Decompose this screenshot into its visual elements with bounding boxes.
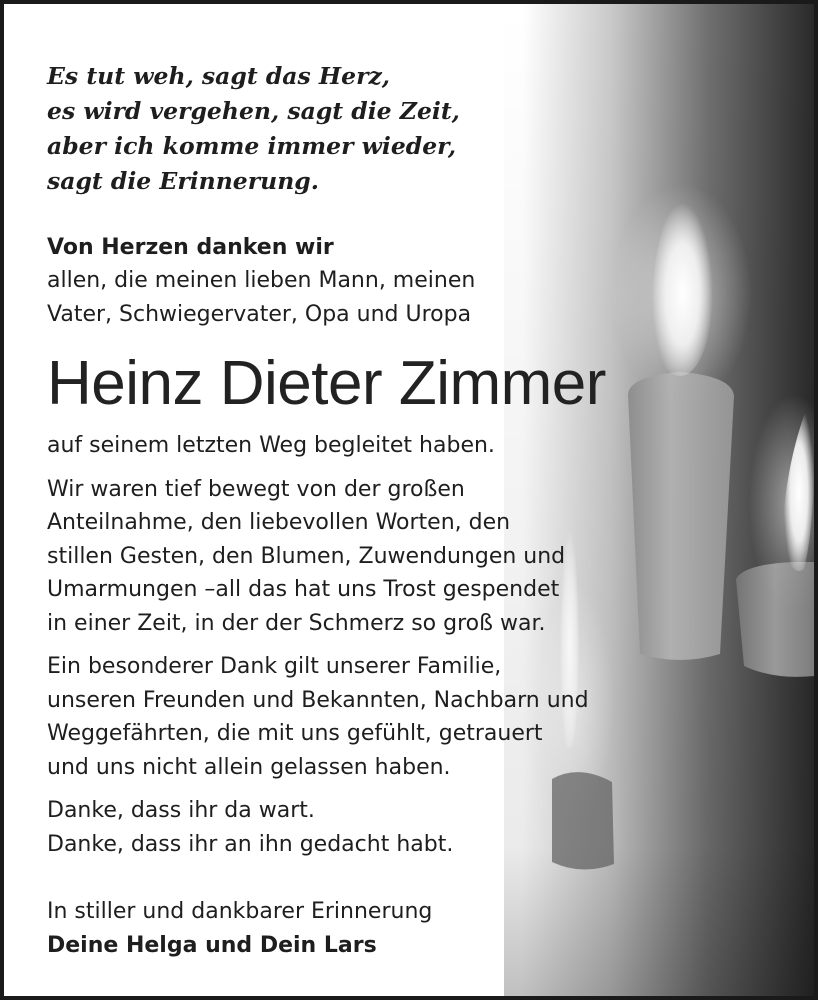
poem-line: aber ich komme immer wieder, [47,132,457,160]
body-line: Umarmungen –all das hat uns Trost gespendet [47,577,560,602]
thanks-intro [47,231,687,331]
body-line: Danke, dass ihr an ihn gedacht habt. [47,831,454,857]
body-line: auf seinem letzten Weg begleitet haben. [47,433,495,458]
poem-line: sagt die Erinnerung. [47,167,319,195]
body-paragraph [47,650,687,784]
body-line: und uns nicht allein gelassen haben. [47,754,451,780]
body-line: Anteilnahme, den liebevollen Worten, den [47,510,511,535]
thanks-line: Vater, Schwiegervater, Opa und Uropa [47,301,472,327]
deceased-name: Heinz Dieter Zimmer [47,349,606,418]
body-line: Danke, dass ihr da wart. [47,798,315,823]
closing [47,895,687,962]
obituary-text [47,59,687,962]
body-paragraph [47,429,687,463]
poem-line: Es tut weh, sagt das Herz, [47,62,390,90]
body-line: Wir waren tief bewegt von der großen [47,476,465,502]
thanks-line: allen, die meinen lieben Mann, meinen [47,268,476,293]
body-line: Weggefährten, die mit uns gefühlt, getrauert [47,721,543,746]
closing-line: In stiller und dankbarer Erinnerung [47,899,433,924]
poem-line: es wird vergehen, sagt die Zeit, [47,97,460,125]
body-line: stillen Gesten, den Blumen, Zuwendungen und [47,543,566,569]
body-line: Ein besonderer Dank gilt unserer Familie, [47,654,502,679]
poem [47,59,687,199]
body-paragraph [47,794,687,861]
body-paragraph [47,473,687,641]
body-line: unseren Freunden und Bekannten, Nachbarn und [47,687,589,713]
signature: Deine Helga und Dein Lars [47,932,377,958]
body-line: in einer Zeit, in der der Schmerz so groß war. [47,610,546,636]
thanks-heading: Von Herzen danken wir [47,235,334,260]
